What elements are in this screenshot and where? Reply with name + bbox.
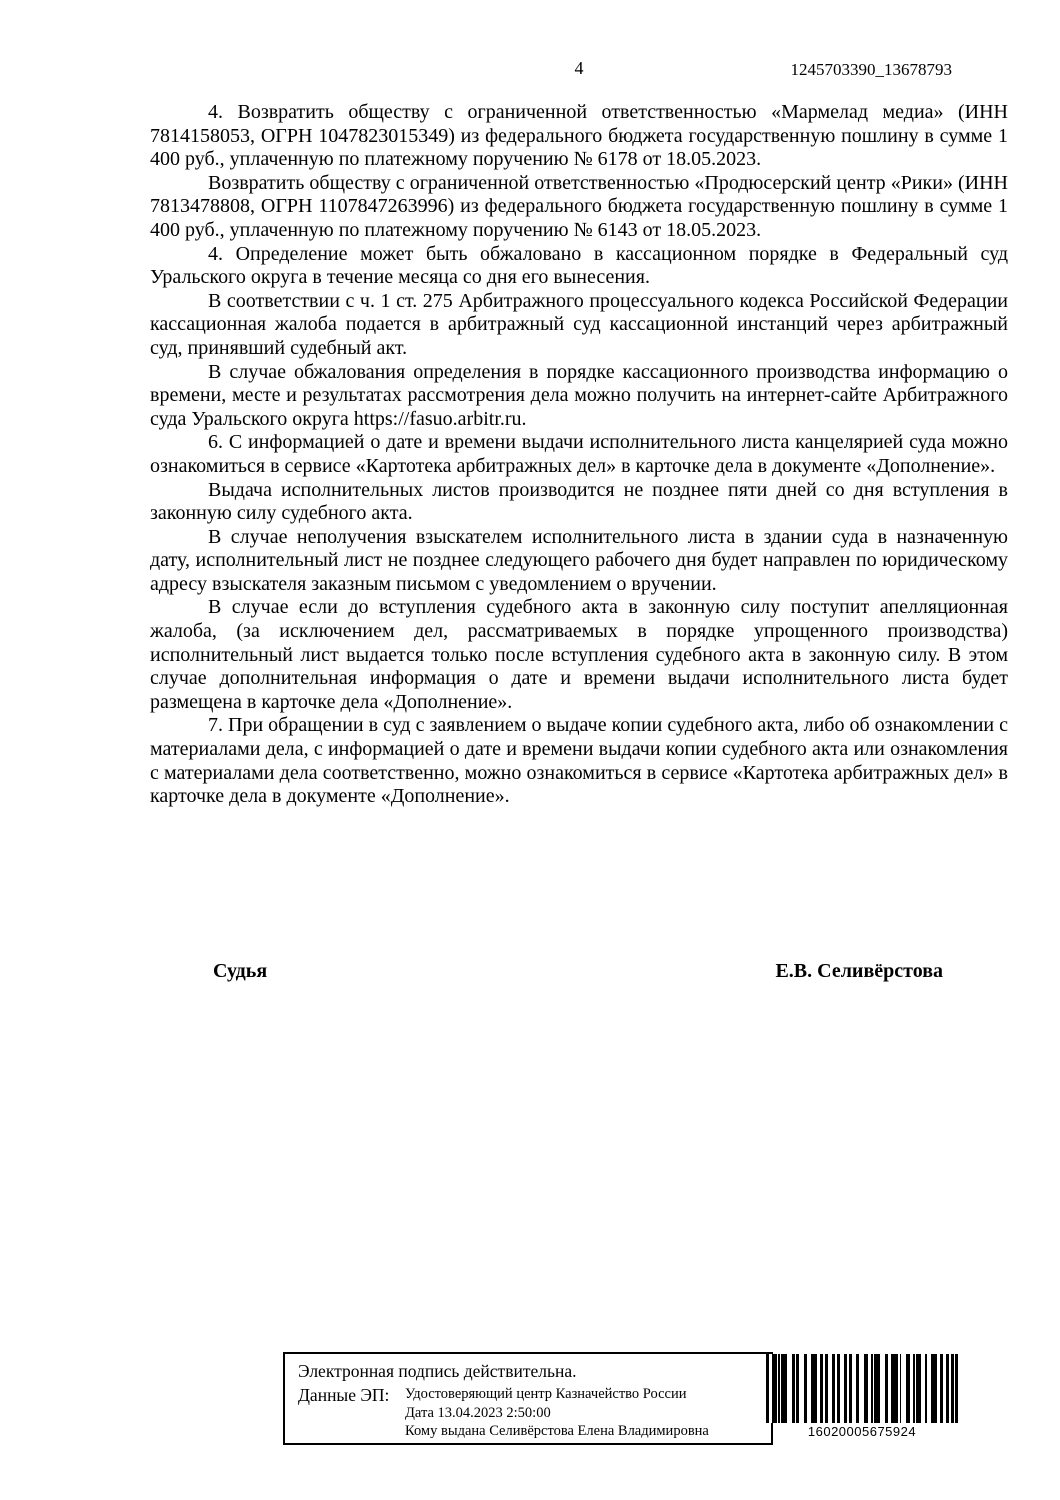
esign-certifying-center: Удостоверяющий центр Казначейство России [405, 1386, 687, 1402]
esign-data-row [298, 1385, 763, 1441]
paragraph-writ-info: 6. С информацией о дате и времени выдачи исполнительного листа канцелярией суда можно ознакомиться в сервисе «Картотека арбитражных дел» в карточке дела в документе «Дополнение». [150, 431, 1008, 477]
paragraph-refund-riki: Возвратить обществу с ограниченной ответственностью «Продюсерский центр «Рики» (ИНН 7813478808, ОГРН 1107847263996) из федерального бюджета государственную пошлину в сумме 1 400 руб., уплаченную по платежному поручению № 6143 от 18.05.2023. [150, 171, 1008, 241]
barcode-bars [766, 1354, 958, 1423]
signature-row [150, 960, 1008, 983]
judge-role-label: Судья [213, 960, 268, 982]
paragraph-appeal-procedure: 4. Определение может быть обжаловано в кассационном порядке в Федеральный суд Уральского округа в течение месяца со дня его вынесения. [150, 242, 1008, 289]
esign-valid-text: Электронная подпись действительна. [298, 1361, 577, 1381]
barcode [766, 1354, 958, 1439]
document-id: 1245703390_13678793 [790, 60, 952, 79]
paragraph-refund-marmelad: 4. Возвратить обществу с ограниченной ответственностью «Мармелад медиа» (ИНН 7814158053, ОГРН 1047823015349) из федерального бюджета государственную пошлину в сумме 1 400 руб., уплаченную по платежному поручению № 6178 от 18.05.2023. [150, 101, 1008, 171]
paragraph-copy-request: 7. При обращении в суд с заявлением о выдаче копии судебного акта, либо об ознакомлении с материалами дела, с информацией о дате и времени выдачи копии судебного акта или ознакомления с материалами дела соответственно, можно ознакомиться в сервисе «Картотека арбитражных дел» в карточке дела в документе «Дополнение». [150, 714, 1008, 808]
esign-date: Дата 13.04.2023 2:50:00 [405, 1404, 551, 1421]
page-number: 4 [574, 58, 584, 78]
esign-data-label: Данные ЭП: [298, 1385, 390, 1405]
paragraph-appeal-case: В случае если до вступления судебного акта в законную силу поступит апелляционная жалоба, (за исключением дел, рассматриваемых в порядке упрощенного производства) исполнительный лист выдается только после вступления судебного акта в законную силу. В этом случае дополнительная информация о дате и времени выдачи исполнительного листа будет размещена в карточке дела «Дополнение». [150, 596, 1008, 713]
esign-issued-to: Кому выдана Селивёрстова Елена Владимировна [405, 1423, 709, 1440]
document-body [150, 101, 1008, 809]
paragraph-writ-issuance: Выдача исполнительных листов производится не позднее пяти дней со дня вступления в законную силу судебного акта. [150, 478, 1008, 525]
esign-stamp-box [283, 1352, 773, 1445]
esign-details [405, 1385, 709, 1441]
paragraph-court-website: В случае обжалования определения в порядке кассационного производства информацию о времени, месте и результатах рассмотрения дела можно получить на интернет-сайте Арбитражного суда Уральского округа https://fasuo.arbitr.ru. [150, 360, 1008, 430]
judge-name: Е.В. Селивёрстова [775, 960, 943, 982]
barcode-value: 16020005675924 [807, 1424, 917, 1439]
paragraph-writ-mailing: В случае неполучения взыскателем исполнительного листа в здании суда в назначенную дату, исполнительный лист не позднее следующего рабочего дня будет направлен по юридическому адресу взыскателя заказным письмом с уведомлением о вручении. [150, 525, 1008, 595]
paragraph-cassation-rule: В соответствии с ч. 1 ст. 275 Арбитражного процессуального кодекса Российской Федерации кассационная жалоба подается в арбитражный суд кассационной инстанций через арбитражный суд, принявший судебный акт. [150, 289, 1008, 359]
